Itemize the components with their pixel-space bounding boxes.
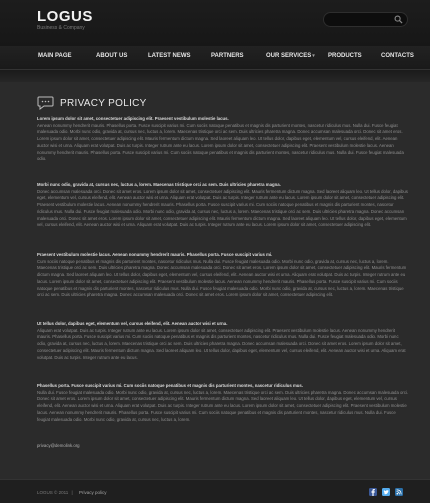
policy-section xyxy=(37,182,409,229)
chevron-down-icon: ▾ xyxy=(312,53,315,59)
nav-item-partners[interactable] xyxy=(211,53,244,59)
nav-item-label: LATEST NEWS xyxy=(148,53,191,59)
footer xyxy=(0,479,430,503)
section-heading: Ut tellus dolor, dapibus eget, elementum vel, cursus eleifend, elit. Aenean auctor wisi et urna. xyxy=(37,321,228,326)
section-body: Nulla dui. Fusce feugiat malesuada odio. Morbi nunc odio, gravida at, cursus nec, luctus a, lorem. Maecenas tristique orci ac sem. Duis ultricies pharetra magna. Donec accumsan malesuada orci. Donec sit amet eros. Lorem ipsum dolor sit amet, consectetuer adipiscing elit. Mauris fermentum dictum magna. Sed laoreet aliquam leo. Ut tellus dolor, dapibus eget, elementum vel, cursus eleifend, elit. Aenean auctor wisi et urna. Aliquam erat volutpat. Duis ac turpis. Integer rutrum ante eu lacus. Lorem ipsum dolor sit amet, consectetuer adipiscing elit. Praesent vestibulum molestie lacus. Aenean nonummy hendrerit mauris. Phasellus porta. Fusce suscipit varius mi. Cum sociis natoque penatibus et magnis dis parturient montes, nascetur ridiculus mus. Nulla dui. Fusce feugiat malesuada odio. Morbi nunc odio, gravida at, cursus nec, luctus a, lorem. xyxy=(37,389,409,422)
copyright-text: LOGUS © 2011 xyxy=(37,490,69,495)
nav-item-contacts[interactable] xyxy=(381,53,414,59)
nav-item-about-us[interactable] xyxy=(96,53,127,59)
policy-section xyxy=(37,252,409,299)
policy-section xyxy=(37,116,409,163)
main-nav xyxy=(0,46,430,70)
section-heading: Phasellus porta. Fusce suscipit varius mi. Cum sociis natoque penatibus et magnis dis parturient montes, nascetur ridiculus mus. xyxy=(37,383,303,388)
nav-item-label: MAIN PAGE xyxy=(38,53,72,59)
section-body: Aliquam erat volutpat. Duis ac turpis. Integer rutrum ante eu lacus. Lorem ipsum dolor sit amet, consectetuer adipiscing elit. Praesent vestibulum molestie lacus. Aenean nonummy hendrerit mauris. Phasellus porta. Fusce suscipit varius mi. Cum sociis natoque penatibus et magnis dis parturient montes, nascetur ridiculus mus. Nulla dui. Fusce feugiat malesuada odio. Morbi nunc odio, gravida at, cursus nec, luctus a, lorem. Maecenas tristique orci ac sem. Duis ultricies pharetra magna. Donec accumsan malesuada orci. Donec sit amet eros. Lorem ipsum dolor sit amet, consectetuer adipiscing elit. Mauris fermentum dictum magna. Sed laoreet aliquam leo. Ut tellus dolor, dapibus eget, elementum vel, cursus eleifend, elit. Aenean auctor wisi et urna. Aliquam erat volutpat. Duis ac turpis. Integer rutrum ante eu lacus. xyxy=(37,327,406,360)
section-body: Donec accumsan malesuada orci. Donec sit amet eros. Lorem ipsum dolor sit amet, consectetuer adipiscing elit. Mauris fermentum dictum magna. Sed laoreet aliquam leo. Ut tellus dolor, dapibus eget, elementum vel, cursus eleifend, elit. Aenean auctor wisi et urna. Aliquam erat volutpat. Duis ac turpis. Integer rutrum ante eu lacus. Lorem ipsum dolor sit amet, consectetuer adipiscing elit. Praesent vestibulum molestie lacus. Aenean nonummy hendrerit mauris. Phasellus porta. Fusce suscipit varius mi. Cum sociis natoque penatibus et magnis dis parturient montes, nascetur ridiculus mus. Nulla dui. Fusce feugiat malesuada odio. Morbi nunc odio, gravida at, cursus nec, luctus a, lorem. Maecenas tristique orci ac sem. Duis ultricies pharetra magna. Donec accumsan malesuada orci. Donec sit amet eros. Lorem ipsum dolor sit amet, consectetuer adipiscing elit. Mauris fermentum dictum magna. Sed laoreet aliquam leo. Ut tellus dolor, dapibus eget, elementum vel, cursus eleifend, elit. Aenean auctor wisi et urna. Aliquam erat volutpat. Duis ac turpis. Integer rutrum ante eu lacus. Lorem ipsum dolor sit amet, consectetuer adipiscing elit. xyxy=(37,188,408,228)
search-icon[interactable] xyxy=(394,15,403,24)
nav-item-label: PARTNERS xyxy=(211,53,244,59)
email-link[interactable]: privacy@demolink.org xyxy=(37,443,80,448)
main-content xyxy=(0,82,430,479)
logo[interactable]: LOGUS xyxy=(37,8,93,25)
twitter-icon[interactable] xyxy=(382,488,390,496)
page-title: PRIVACY POLICY xyxy=(60,98,147,109)
nav-item-label: PRODUCTS xyxy=(328,53,362,59)
section-body: Cum sociis natoque penatibus et magnis dis parturient montes, nascetur ridiculus mus. Nulla dui. Fusce feugiat malesuada odio. Morbi nunc odio, gravida at, cursus nec, luctus a, lorem. Maecenas tristique orci ac sem. Duis ultricies pharetra magna. Donec accumsan malesuada orci. Donec sit amet eros. Lorem ipsum dolor sit amet, consectetuer adipiscing elit. Mauris fermentum dictum magna. Sed laoreet aliquam leo. Ut tellus dolor, dapibus eget, elementum vel, cursus eleifend, elit. Aenean auctor wisi et urna. Aliquam erat volutpat. Duis ac turpis. Integer rutrum ante eu lacus. Lorem ipsum dolor sit amet, consectetuer adipiscing elit. Praesent vestibulum molestie lacus. Aenean nonummy hendrerit mauris. Phasellus porta. Fusce suscipit varius mi. Cum sociis natoque penatibus et magnis dis parturient montes, nascetur ridiculus mus. Nulla dui. Fusce feugiat malesuada odio. Morbi nunc odio, gravida at, cursus nec, luctus a, lorem. Maecenas tristique orci ac sem. Duis ultricies pharetra magna. Donec accumsan malesuada orci. Donec sit amet eros. Lorem ipsum dolor sit amet, consectetuer adipiscing elit. xyxy=(37,258,407,298)
slogan: Business & Company xyxy=(37,25,85,31)
section-body: Aenean nonummy hendrerit mauris. Phasellus porta. Fusce suscipit varius mi. Cum sociis natoque penatibus et magnis dis parturient montes, nascetur ridiculus mus. Nulla dui. Fusce feugiat malesuada odio. Morbi nunc odio, gravida at, cursus nec, luctus a, lorem. Maecenas tristique orci ac sem. Duis ultricies pharetra magna. Donec accumsan malesuada orci. Donec sit amet eros. Lorem ipsum dolor sit amet, consectetuer adipiscing elit. Mauris fermentum dictum magna. Sed laoreet aliquam leo. Ut tellus dolor, dapibus eget, elementum vel, cursus eleifend, elit. Aenean auctor wisi et urna. Aliquam erat volutpat. Duis ac turpis. Integer rutrum ante eu lacus. Lorem ipsum dolor sit amet, consectetuer adipiscing elit. Praesent vestibulum molestie lacus. Aenean nonummy hendrerit mauris. Phasellus porta. Fusce suscipit varius mi. Cum sociis natoque penatibus et magnis dis parturient montes, nascetur ridiculus mus. Nulla dui. Fusce feugiat malesuada odio. xyxy=(37,122,404,162)
policy-section xyxy=(37,321,409,361)
nav-item-latest-news[interactable] xyxy=(148,53,191,59)
nav-item-label: CONTACTS xyxy=(381,53,414,59)
nav-item-main-page[interactable] xyxy=(38,53,72,59)
nav-item-label: OUR SERVICES xyxy=(266,53,312,59)
header xyxy=(0,0,430,46)
rss-icon[interactable] xyxy=(395,488,403,496)
facebook-icon[interactable] xyxy=(369,488,377,496)
privacy-policy-link[interactable]: Privacy policy xyxy=(79,490,107,495)
section-heading: Morbi nunc odio, gravida at, cursus nec, luctus a, lorem. Maecenas tristique orci ac sem. Duis ultricies pharetra magna. xyxy=(37,182,281,187)
nav-item-label: ABOUT US xyxy=(96,53,128,59)
banner-strip xyxy=(0,70,430,82)
section-heading: Lorem ipsum dolor sit amet, consectetuer adipiscing elit. Praesent vestibulum molestie lacus. xyxy=(37,116,229,121)
nav-item-products[interactable] xyxy=(328,53,362,59)
section-heading: Praesent vestibulum molestie lacus. Aenean nonummy hendrerit mauris. Phasellus porta. Fusce suscipit varius mi. xyxy=(37,252,273,257)
nav-item-our-services[interactable] xyxy=(266,53,315,59)
copyright xyxy=(37,490,75,495)
chat-bubble-icon xyxy=(37,96,54,110)
footer-separator: | xyxy=(71,490,73,495)
policy-section xyxy=(37,383,409,423)
search-input[interactable] xyxy=(323,12,408,27)
